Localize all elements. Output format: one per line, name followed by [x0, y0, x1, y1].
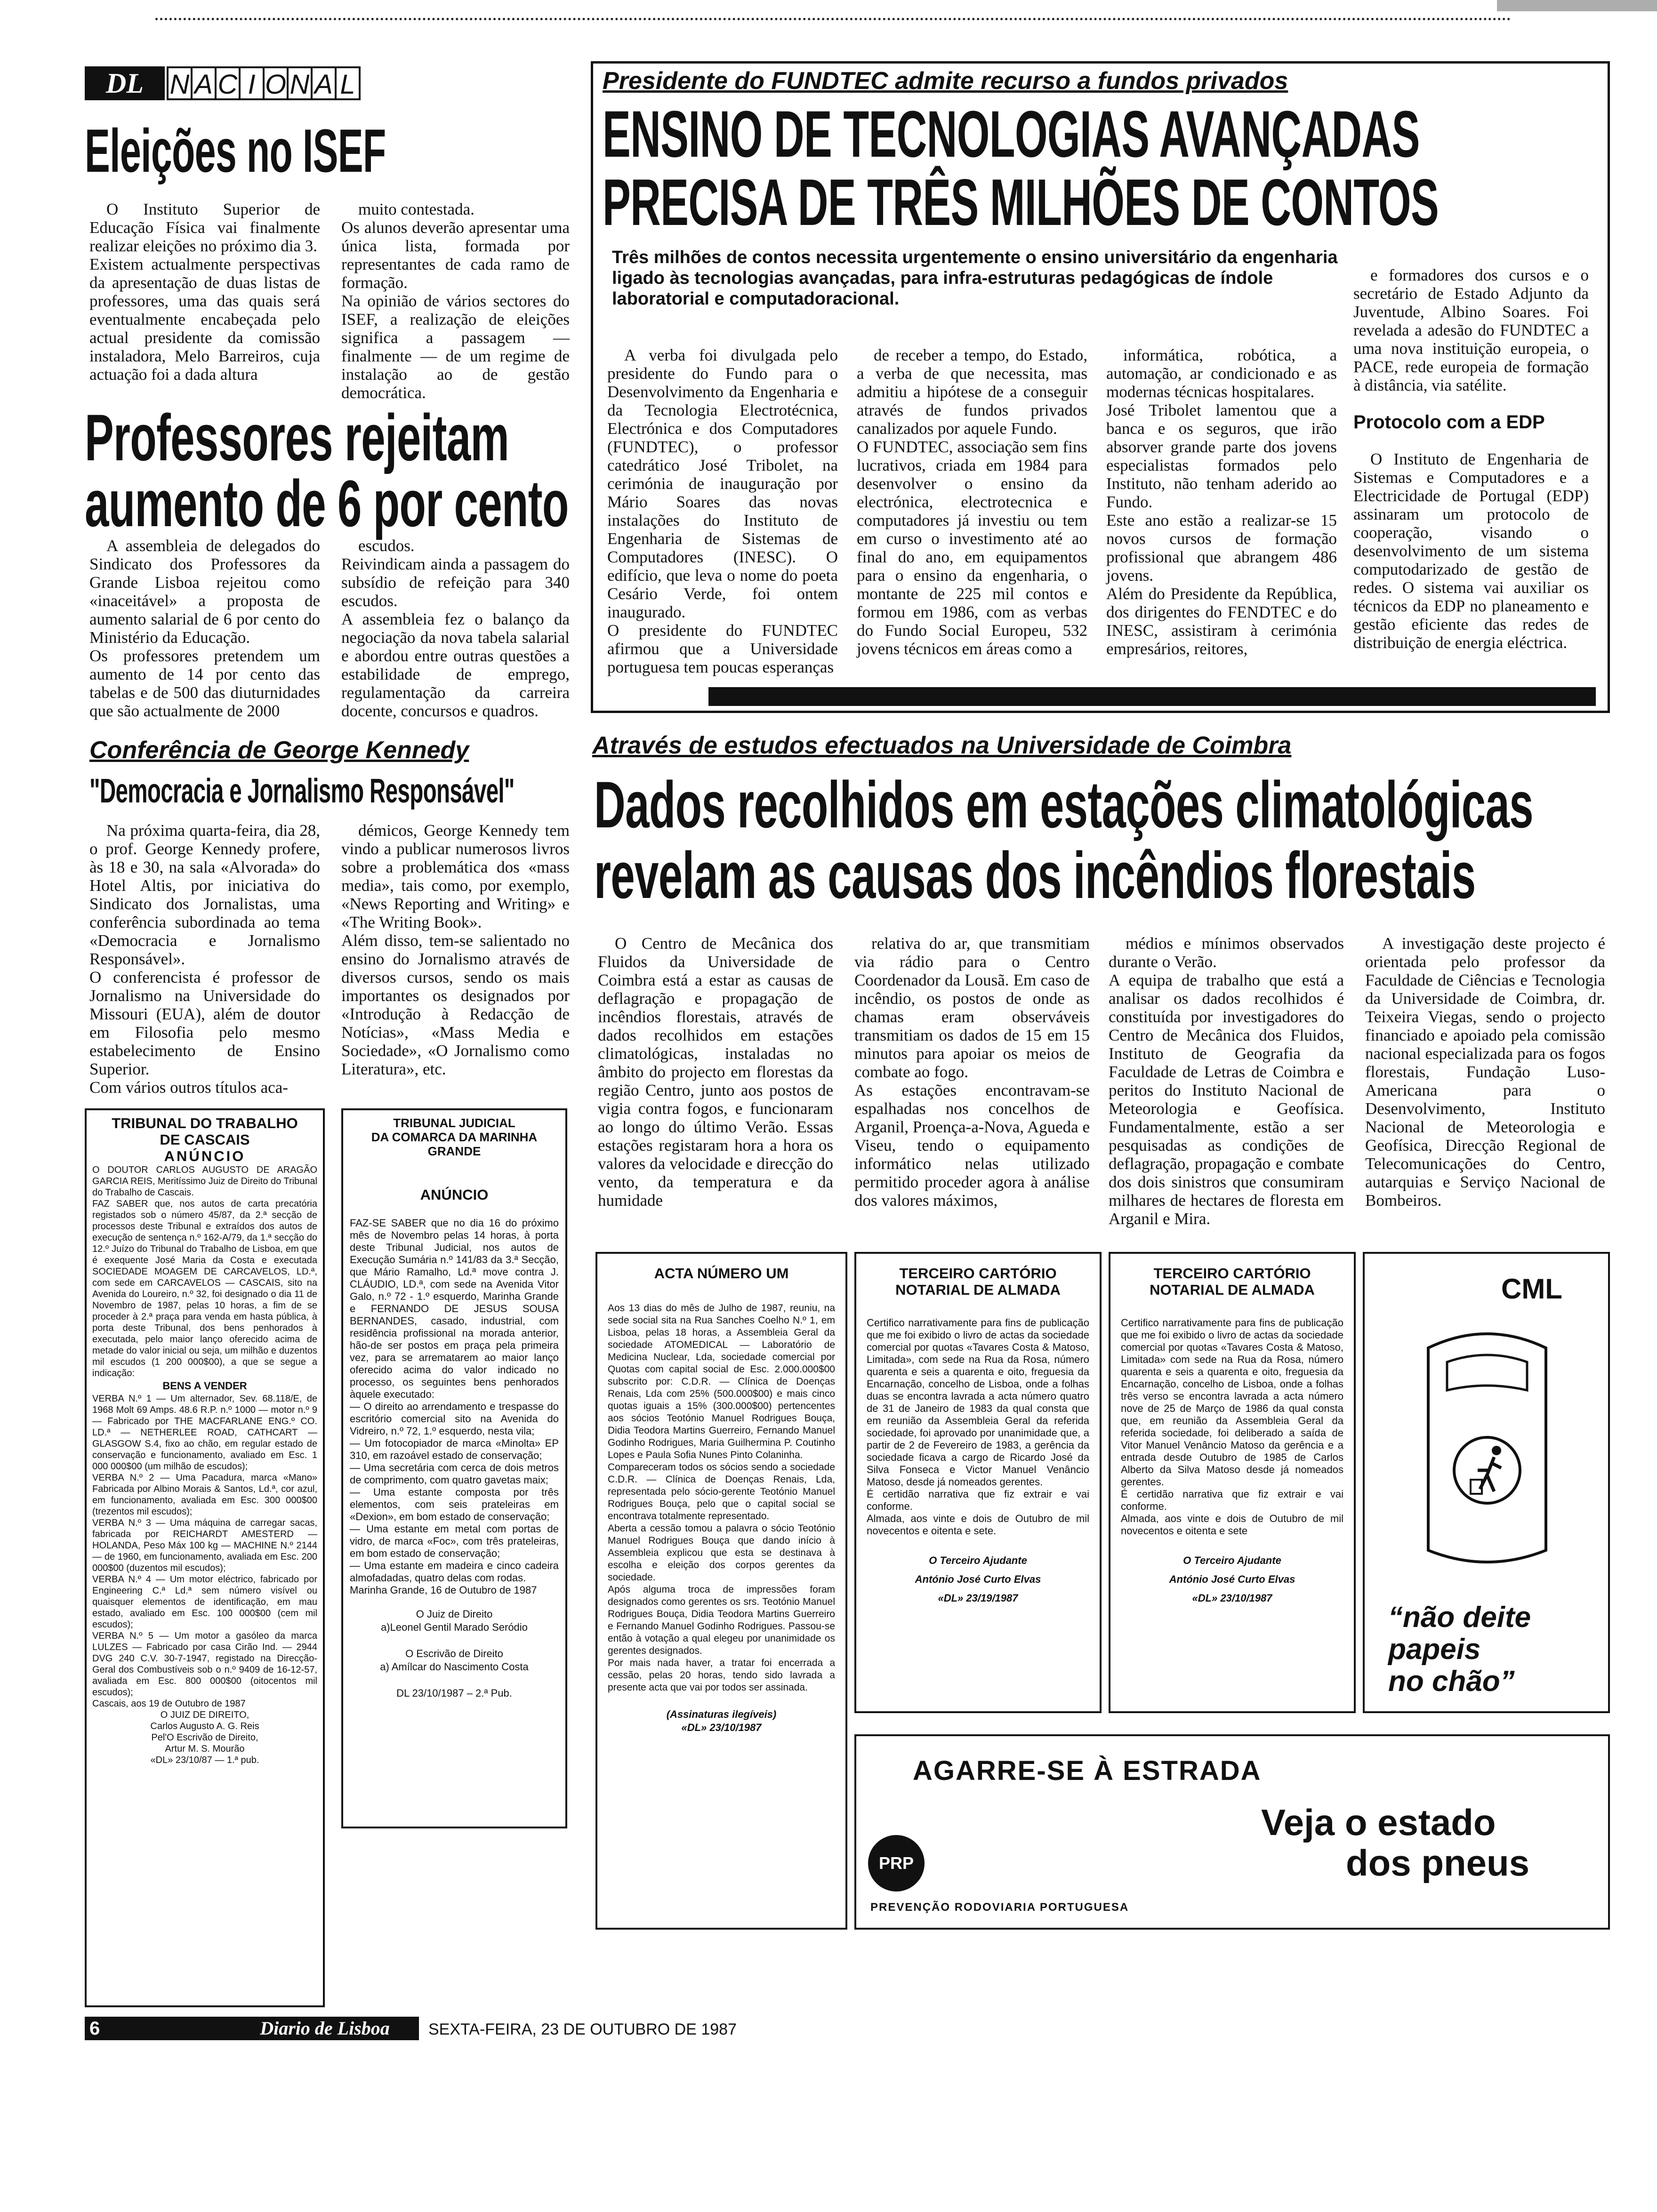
fundtec-col-4b-text: O Instituto de Engenharia de Sistemas e Computadores e a Electricidade de Portugal (EDP) assinaram um protocolo de cooperação, visando o desenvolvimento de um sistema computodarizado de gestão de redes. O sistema vai auxiliar os técnicos da EDP no planeamento e gestão eficiente das redes de distribuição de energia eléctrica.	[1353, 450, 1589, 652]
professores-col-2	[341, 537, 570, 720]
page-number: 6	[89, 2018, 100, 2039]
kennedy-headline: "Democracia e Jornalismo Responsável"	[89, 772, 515, 810]
fundtec-article	[591, 61, 1610, 713]
ad-prp-headline: AGARRE-SE À ESTRADA	[913, 1755, 1262, 1786]
kennedy-col-1-text: Na próxima quarta-feira, dia 28, o prof. George Kennedy profere, às 18 e 30, na sala «Alvorada» do Hotel Altis, por iniciativa do Sindicato dos Jornalistas, uma conferência subordinada ao tema «Democracia e Jornalismo Responsável». O conferencista é professor de Jornalismo na Universidade do Missouri (EUA), além de doutor em Filosofia pelo mesmo estabelecimento de Ensino Superior. Com vários outros títulos aca-	[89, 821, 320, 1097]
coimbra-col-3	[1109, 934, 1344, 1228]
paper-name-box	[231, 2017, 419, 2040]
kennedy-kicker: Conferência de George Kennedy	[89, 737, 469, 764]
isef-col-2-text: muito contestada. Os alunos deverão apresentar uma única lista, formada por representantes de cada ramo de formação. Na opinião de vários sectores do ISEF, a realização de eleições significa a passagem — finalmente — de um regime de instalação ao de gestão democrática.	[341, 200, 570, 402]
top-rule-right	[1497, 0, 1657, 11]
ad-marinha-title-2: DA COMARCA DA MARINHA	[371, 1130, 538, 1144]
fundtec-col-4a-text: e formadores dos cursos e o secretário de Estado Adjunto da Juventude, Albino Soares. Foi revelada a adesão do FUNDTEC a uma nova instituição europeia, o PACE, rede europeia de formação à distância, via satélite.	[1353, 266, 1589, 394]
ad-cascais-items: VERBA N.º 1 — Um alternador, Sev. 68.118/E, de 1968 Molt 69 Amps. 48.6 R.P. n.º 1000 — motor n.º 9 — Fabricado por THE MACFARLANE ENG.º CO. LD.ª — NETHERLEE ROAD, CATHCART — GLASGOW S.4, fixo ao chão, em regular estado de conservação e funcionamento, avaliado em Esc. 1 000 000$00 (um milhão de escudos); VERBA N.º 2 — Uma Pacadura, marca «Mano» Fabricada por Albino Morais & Santos, Ld.ª, cor azul, em funcionamento, avaliada em Esc. 300 000$00 (trezentos mil escudos); VERBA N.º 3 — Uma máquina de carregar sacas, fabricada por REICHARDT AMESTERD — HOLANDA, Peso Máx 100 kg — MACHINE N.º 2144 — de 1960, em funcionamento, avaliada em Esc. 200 000$00 (duzentos mil escudos); VERBA N.º 4 — Um motor eléctrico, fabricado por Engineering C.ª Ld.ª sem número visível ou quaisquer elementos de identificação, em mau estado, avaliado em Esc. 100 000$00 (cem mil escudos); VERBA N.º 5 — Um motor a gasóleo da marca LULZES — Fabricado por casa Cirão Ind. — 2944 DVG 240 C.V. 30-7-1947, registado na Direcção-Geral dos Combustíveis sob o n.º 9409 de 16-12-57, avaliada em Esc. 800 000$00 (oitocentos mil escudos); Cascais, aos 19 de Outubro de 1987	[92, 1394, 317, 1709]
ad-cascais-sign: O JUIZ DE DIREITO, Carlos Augusto A. G. Reis Pel'O Escrivão de Direito, Artur M. S. Mourão «DL» 23/10/87 — 1.ª pub.	[150, 1710, 259, 1765]
ad-marinha-subtitle: ANÚNCIO	[420, 1186, 489, 1203]
ad-cartorio-1-title-2: NOTARIAL DE ALMADA	[895, 1282, 1061, 1298]
fundtec-subhead: Protocolo com a EDP	[1353, 412, 1545, 433]
coimbra-headline-2: revelam as causas dos incêndios florestais	[594, 838, 1476, 912]
prp-logo-icon	[868, 1835, 925, 1891]
section-letter: L	[335, 66, 361, 100]
ad-cartorio-1	[854, 1252, 1102, 1713]
ad-prp-org: PREVENÇÃO RODOVIARIA PORTUGUESA	[870, 1901, 1129, 1914]
ad-cartorio-2	[1109, 1252, 1356, 1713]
coimbra-col-1	[598, 934, 833, 1210]
ad-cartorio-1-body: Certifico narrativamente para fins de publicação que me foi exibido o livro de actas da sociedade comercial por quotas «Tavares Costa & Matoso, Limitada», com sede na Rua da Rosa, número quarenta e seis a quarenta e oito, freguesia da Encarnação, concelho de Lisboa, onde a folhas duas se encontra lavrada a acta número quatro de 31 de Janeiro de 1983 da qual consta que em reunião da Assembleia Geral da referida sociedade, foi aprovado por unanimidade que, a partir de 2 de Fevereiro de 1983, a gerência da sociedade ficava a cargo de Ricardo José da Silva Fonseca e Victor Manuel Venâncio Matoso, desde já nomeados gerentes. É certidão narrativa que fiz extrair e vai conforme. Almada, aos vinte e dois de Outubro de mil novecentos e oitenta e sete.	[867, 1317, 1089, 1537]
top-rule	[155, 18, 1511, 23]
coimbra-col-4	[1365, 934, 1605, 1210]
page-number-box	[85, 2017, 231, 2040]
ad-cartorio-2-sign: O Terceiro Ajudante António José Curto Elvas «DL» 23/10/1987	[1169, 1555, 1295, 1604]
kennedy-col-2	[341, 821, 570, 1078]
kennedy-col-2-text: démicos, George Kennedy tem vindo a publicar numerosos livros sobre a problemática dos «mass media», tais como, por exemplo, «News Reporting and Writing» e «The Writing Book». Além disso, tem-se salientado no ensino do Jornalismo através de diversos cursos, sendo os mais importantes os designados por «Introdução à Redacção de Notícias», «Mass Media e Sociedade», «O Jornalismo como Literatura», etc.	[341, 821, 570, 1078]
ad-cml-slogan-3: no chão”	[1388, 1665, 1515, 1698]
ad-marinha-sign: O Juiz de Direito a)Leonel Gentil Marado Seródio O Escrivão de Direito a) Amílcar do Nascimento Costa DL 23/10/1987 – 2.ª Pub.	[380, 1608, 529, 1699]
professores-headline-1: Professores rejeitam	[85, 401, 509, 474]
fundtec-kicker: Presidente do FUNDTEC admite recurso a fundos privados	[603, 67, 1288, 95]
ad-cascais-title-2: DE CASCAIS	[160, 1131, 250, 1148]
professores-headline-2: aumento de 6 por cento	[85, 466, 569, 540]
ad-cascais-subtitle: BENS A VENDER	[162, 1380, 247, 1392]
professores-col-1	[89, 537, 320, 720]
coimbra-col-2-text: relativa do ar, que transmitiam via rádio para o Centro Coordenador da Lousã. Em caso de incêndio, os postos de onde as chamas eram observáveis transmitiam os dados de 15 em 15 minutos para apoiar os meios de combate ao fogo. As estações encontravam-se espalhadas nos concelhos de Arganil, Proença-a-Nova, Agueda e Viseu, tendo o equipamento informático nelas utilizado permitido proceder agora à análise dos valores máximos,	[854, 934, 1090, 1210]
kennedy-col-1	[89, 821, 320, 1097]
ad-prp	[854, 1734, 1610, 1930]
professores-col-1-text: A assembleia de delegados do Sindicato dos Professores da Grande Lisboa rejeitou como «inaceitável» a proposta de aumento salarial de 6 por cento do Ministério da Educação. Os professores pretendem um aumento de 14 por cento das tabelas e de 500 das diuturnidades que são actualmente de 2000	[89, 537, 320, 720]
footer	[85, 2017, 767, 2043]
paper-name: Diario de Lisboa	[260, 2018, 390, 2039]
ad-cascais-title-3: ANÚNCIO	[164, 1148, 246, 1164]
ad-prp-slogan-2: dos pneus	[1346, 1842, 1530, 1883]
ad-cartorio-2-body: Certifico narrativamente para fins de publicação que me foi exibido o livro de actas da sociedade comercial por quotas «Tavares Costa & Matoso, Limitada» com sede na Rua da Rosa, número quarenta e seis a quarenta e oito, freguesia da Encarnação, concelho de Lisboa, onde a folhas três verso se encontra lavrada a acta número nove de 25 de Março de 1986 da qual consta que, em reunião da Assembleia Geral da referida sociedade, foi deliberado a saída de Vitor Manuel Venâncio Matoso da gerência e a entrada desde Outubro de 1985 de Carlos Alberto da Silva Matoso desde já nomeados gerentes. É certidão narrativa que fiz extrair e vai conforme. Almada, aos vinte e dois de Outubro de mil novecentos e oitenta e sete	[1121, 1317, 1343, 1537]
coimbra-col-1-text: O Centro de Mecânica dos Fluidos da Universidade de Coimbra está a estar as causas de deflagração e propagação de incêndios florestais, através de dados recolhidos em estações climatológicas, instaladas no âmbito do projecto em florestas da região Centro, junto aos postos de vigia contra fogos, e funcionaram ao longo do último Verão. Essas estações registaram hora a hora os valores da velocidade e direcção do vento, da temperatura e da humidade	[598, 934, 833, 1210]
coimbra-col-4-text: A investigação deste projecto é orientada pelo professor da Faculdade de Ciências e Tecnologia da Universidade de Coimbra, dr. Teixeira Viegas, sendo o projecto financiado e apoiado pela comissão nacional especializada para os fogos florestais, Fundação Luso-Americana para o Desenvolvimento, Instituto Nacional de Meteorologia e Geofísica, Direcção Regional de Telecomunicações do Centro, autarquias e Serviço Nacional de Bombeiros.	[1365, 934, 1605, 1210]
ad-cml-slogan-1: “não deite	[1388, 1601, 1531, 1634]
section-letter: N	[287, 66, 313, 100]
ad-cartorio-1-sign: O Terceiro Ajudante António José Curto Elvas «DL» 23/19/1987	[915, 1555, 1041, 1604]
ad-cartorio-2-title-1: TERCEIRO CARTÓRIO	[1153, 1265, 1311, 1282]
section-header	[85, 64, 546, 106]
ad-acta-body: Aos 13 dias do mês de Julho de 1987, reuniu, na sede social sita na Rua Sanches Coelho N.º 1, em Lisboa, pelas 18 horas, a Assembleia Geral da sociedade ATOMEDICAL — Laboratório de Medicina Nuclear, Lda, sociedade comercial por Quotas com capital social de Esc. 2.000.000$00 subscrito por: C.D.R. — Clínica de Doenças Renais, Lda com 25% (500.000$00) e mais cinco quotas iguais a 15% (300.000$00) pertencentes aos sócios Teotónio Manuel Rodrigues Bouça, Didia Teodora Martins Guerreiro, Fernando Manuel Godinho Rodrigues, Maria Guilhermina P. Coutinho Lopes e Paula Sofia Nunes Pinto Colaninha. Compareceram todos os sócios sendo a sociedade C.D.R. — Clínica de Doenças Renais, Lda, representada pelo sócio-gerente Teotónio Manuel Rodrigues Bouça, pelo que o capital social se encontrava totalmente representado. Aberta a cessão tomou a palavra o sócio Teotónio Manuel Rodrigues Bouça que dando início à Assembleia explicou que esta se destinava à escolha e eleição dos corpos gerentes da sociedade. Após alguma troca de impressões foram designados como gerentes os srs. Teotónio Manuel Rodrigues Bouça, Didia Teodora Martins Guerreiro e Fernando Manuel Godinho Rodrigues. Passou-se então à votação a qual elegeu por unanimidade os gerentes designados. Por mais nada haver, a tratar foi encerrada a cessão, pelas 20 horas, tendo sido lavrada a presente acta que vai por todos ser assinada.	[608, 1303, 835, 1693]
ad-acta	[595, 1252, 847, 1930]
ad-cml	[1363, 1252, 1610, 1713]
fundtec-col-4	[1353, 266, 1589, 652]
fundtec-col-1	[607, 346, 838, 676]
ad-marinha-title-3: GRANDE	[427, 1144, 481, 1158]
ad-cascais	[85, 1108, 325, 2007]
section-letter: N	[167, 66, 193, 100]
ad-cml-brand: CML	[1501, 1273, 1562, 1305]
ad-cartorio-2-title-2: NOTARIAL DE ALMADA	[1150, 1282, 1315, 1298]
footer-date: SEXTA-FEIRA, 23 DE OUTUBRO DE 1987	[428, 2020, 737, 2038]
isef-col-1	[89, 200, 320, 384]
isef-col-1-text: O Instituto Superior de Educação Física vai finalmente realizar eleições no próximo dia 3. Existem actualmente perspectivas da apresentação de duas listas de professores, uma das quais será eventualmente encabeçada pelo actual presidente da comissão instaladora, Melo Barreiros, cuja actuação foi a dada altura	[89, 200, 320, 384]
ad-marinha-body: FAZ-SE SABER que no dia 16 do próximo mês de Novembro pelas 14 horas, à porta deste Tribunal Judicial, nos autos de Execução Sumária n.º 141/83 da 3.ª Secção, que Mário Ramalho, Ld.ª move contra J. CLÁUDIO, LD.ª, com sede na Avenida Vitor Galo, n.º 72 - 1.º esquerdo, Marinha Grande e FERNANDO DE JESUS SOUSA BERNANDES, casado, industrial, com residência profissional na morada anterior, hão-de ser postos em praça pela primeira vez, para se arrematarem ao maior lanço oferecido acima do valor indicado no processo, os seguintes bens penhorados àquele executado: — O direito ao arrendamento e trespasse do escritório comercial sito na Avenida do Vidreiro, n.º 72, 1.º esquerdo, nesta vila; — Um fotocopiador de marca «Minolta» EP 310, em razoável estado de conservação; — Uma secretária com cerca de dois metros de comprimento, com quatro gavetas maix; — Uma estante composta por três elementos, com seis prateleiras em «Dexion», em bom estado de conservação; — Uma estante em metal com portas de vidro, de marca «Foc», com três prateleiras, em bom estado de conservação; — Uma estante em madeira e cinco cadeira almofadadas, quatro delas com rodas. Marinha Grande, 16 de Outubro de 1987	[350, 1217, 559, 1596]
section-letter: A	[191, 66, 217, 100]
ad-cascais-body: O DOUTOR CARLOS AUGUSTO DE ARAGÃO GARCIA REIS, Meritíssimo Juiz de Direito do Tribunal do Trabalho de Cascais. FAZ SABER que, nos autos de carta precatória registados sob o número 45/87, da 2.ª secção de processos deste Tribunal e extraídos dos autos de execução de sentença n.º 162-A/79, da 1.ª secção do 12.º Juízo do Tribunal do Trabalho de Lisboa, em que é exequente José Maria da Costa e executada SOCIEDADE MOAGEM DE CARCAVELOS, LD.ª, com sede em CARCAVELOS — CASCAIS, sito na Avenida do Loureiro, n.º 32, foi designado o dia 11 de Novembro de 1987, pelas 10 horas, a fim de se proceder à 2.ª praça para venda em hasta pública, à porta deste Tribunal, dos bens penhorados à executada, pelo maior lanço oferecido acima de metade do valor inicial ou seja, um milhão e duzentos mil escudos (1 200 000$00), a que se segue a indicação:	[92, 1165, 317, 1378]
coimbra-col-3-text: médios e mínimos observados durante o Verão. A equipa de trabalho que está a analisar os dados recolhidos é constituída por investigadores do Centro de Mecânica dos Fluidos, Instituto de Geografia da Faculdade de Letras de Coimbra e peritos do Instituto Nacional de Meteorologia e Geofísica. Fundamentalmente, estão a ser pesquisadas as condições de deflagração, propagação e combate dos dois sinistros que consumiram milhares de hectares de floresta em Arganil e Mira.	[1109, 934, 1344, 1228]
section-letter: C	[215, 66, 241, 100]
fundtec-headline-1: ENSINO DE TECNOLOGIAS AVANÇADAS	[603, 97, 1420, 171]
coimbra-headline-1: Dados recolhidos em estações climatológicas	[594, 768, 1533, 842]
section-letter: O	[263, 66, 289, 100]
coimbra-col-2	[854, 934, 1090, 1210]
coimbra-kicker: Através de estudos efectuados na Universidade de Coimbra	[592, 732, 1292, 759]
paper-logo-text: DL	[106, 68, 144, 99]
ad-cascais-title-1: TRIBUNAL DO TRABALHO	[112, 1115, 298, 1131]
fundtec-col-3-text: informática, robótica, a automação, ar condicionado e as modernas técnicas hospitalares. José Tribolet lamentou que a banca e os seguros, que irão absorver grande parte dos jovens especialistas formados pelo Instituto, não tenham aderido ao Fundo. Este ano estão a realizar-se 15 novos cursos de formação profissional que abrangem 486 jovens. Além do Presidente da República, dos dirigentes do FENDTEC e do INESC, assistiram à cerimónia empresários, reitores,	[1106, 346, 1337, 658]
ad-acta-sign: (Assinaturas ilegíveis) «DL» 23/10/1987	[666, 1708, 777, 1733]
fundtec-headline-2: PRECISA DE TRÊS MILHÕES DE CONTOS	[603, 165, 1439, 239]
fundtec-col-3	[1106, 346, 1337, 658]
ad-acta-title: ACTA NÚMERO UM	[654, 1265, 789, 1282]
ad-cml-slogan-2: papeis	[1388, 1633, 1481, 1666]
fundtec-col-2-text: de receber a tempo, do Estado, a verba de que necessita, mas admitiu a hipótese de a conseguir através de fundos privados canalizados por aquele Fundo. O FUNDTEC, associação sem fins lucrativos, criada em 1984 para desenvolver o ensino da electrónica, electrotecnica e computadores já investiu ou tem em curso o investimento até ao final do ano, em equipamentos para o ensino da engenharia, o montante de 225 mil contos e formou em 1986, com as verbas do Fundo Social Europeu, 532 jovens técnicos em áreas como a	[857, 346, 1087, 658]
paper-logo	[85, 66, 165, 100]
prp-logo-text: PRP	[878, 1853, 914, 1873]
ad-marinha-title-1: TRIBUNAL JUDICIAL	[393, 1116, 515, 1130]
fundtec-black-bar	[708, 687, 1596, 706]
section-title	[169, 66, 361, 100]
fundtec-lead: Três milhões de contos necessita urgentemente o ensino universitário da engenharia ligado às tecnologias avançadas, para infra-estruturas pedagógicas de índole laboratorial e computadoracional.	[612, 248, 1338, 309]
isef-headline: Eleições no ISEF	[85, 116, 386, 185]
section-letter: A	[311, 66, 337, 100]
ad-marinha	[341, 1108, 567, 1828]
professores-col-2-text: escudos. Reivindicam ainda a passagem do subsídio de refeição para 340 escudos. A assembleia fez o balanço da negociação da nova tabela salarial e abordou entre outras questões a estabilidade de emprego, regulamentação da carreira docente, concursos e quadros.	[341, 537, 570, 720]
fundtec-col-2	[857, 346, 1087, 658]
ad-cartorio-1-title-1: TERCEIRO CARTÓRIO	[899, 1265, 1057, 1282]
fundtec-col-1-text: A verba foi divulgada pelo presidente do Fundo para o Desenvolvimento da Engenharia e da Tecnologia Electrotécnica, Electrónica e dos Computadores (FUNDTEC), o professor catedrático José Tribolet, na cerimónia de inauguração por Mário Soares das novas instalações do Instituto de Engenharia de Sistemas de Computadores (INESC). O edifício, que leva o nome do poeta Cesário Verde, foi ontem inaugurado. O presidente do FUNDTEC afirmou que a Universidade portuguesa tem poucas esperanças	[607, 346, 838, 676]
section-letter: I	[239, 66, 265, 100]
litter-bin-icon	[1409, 1329, 1565, 1574]
ad-prp-slogan-1: Veja o estado	[1261, 1802, 1496, 1843]
isef-col-2	[341, 200, 570, 402]
